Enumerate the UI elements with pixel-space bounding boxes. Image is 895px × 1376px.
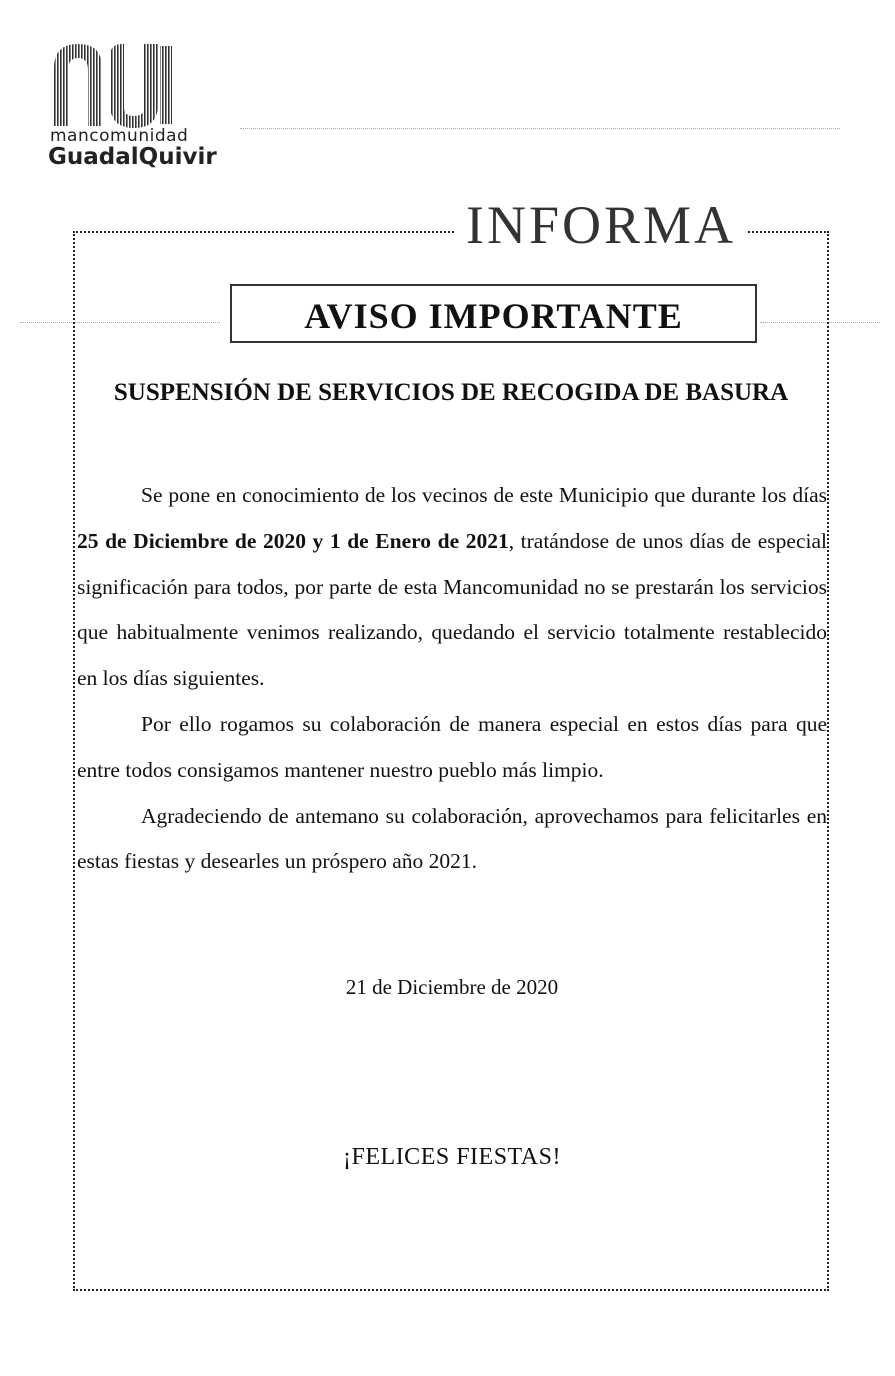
notice-title: AVISO IMPORTANTE [304, 296, 683, 336]
paragraph-1-start: Se pone en conocimiento de los vecinos de este Municipio que durante los días [141, 483, 827, 507]
informa-heading: INFORMA [456, 198, 746, 252]
paragraph-1-dates: 25 de Diciembre de 2020 y 1 de Enero de 2021 [77, 528, 509, 553]
paragraph-1 [77, 473, 827, 702]
notice-box [230, 284, 757, 343]
closing-greeting: ¡FELICES FIESTAS! [343, 1144, 561, 1170]
paragraph-1-end: , tratándose de unos días de especial significación para todos, por parte de esta Mancomunidad no se prestarán los servicios que habitualmente venimos realizando, quedando el servicio totalmente restablecido en los días siguientes. [77, 528, 827, 691]
logo-text-bottom: GuadalQuivir [48, 144, 217, 170]
logo-mark-icon [48, 38, 178, 130]
paragraph-3: Agradeciendo de antemano su colaboración, aprovechamos para felicitarles en estas fiestas y desearles un próspero año 2021. [77, 803, 827, 874]
paragraph-2: Por ello rogamos su colaboración de manera especial en estos días para que entre todos consigamos mantener nuestro pueblo más limpio. [77, 711, 827, 782]
document-body [77, 473, 827, 885]
document-date: 21 de Diciembre de 2020 [345, 975, 559, 999]
logo-text-top: mancomunidad [50, 126, 189, 146]
document-subtitle: SUSPENSIÓN DE SERVICIOS DE RECOGIDA DE BASURA [113, 379, 789, 406]
scan-noise [240, 128, 840, 129]
logo [46, 38, 246, 173]
